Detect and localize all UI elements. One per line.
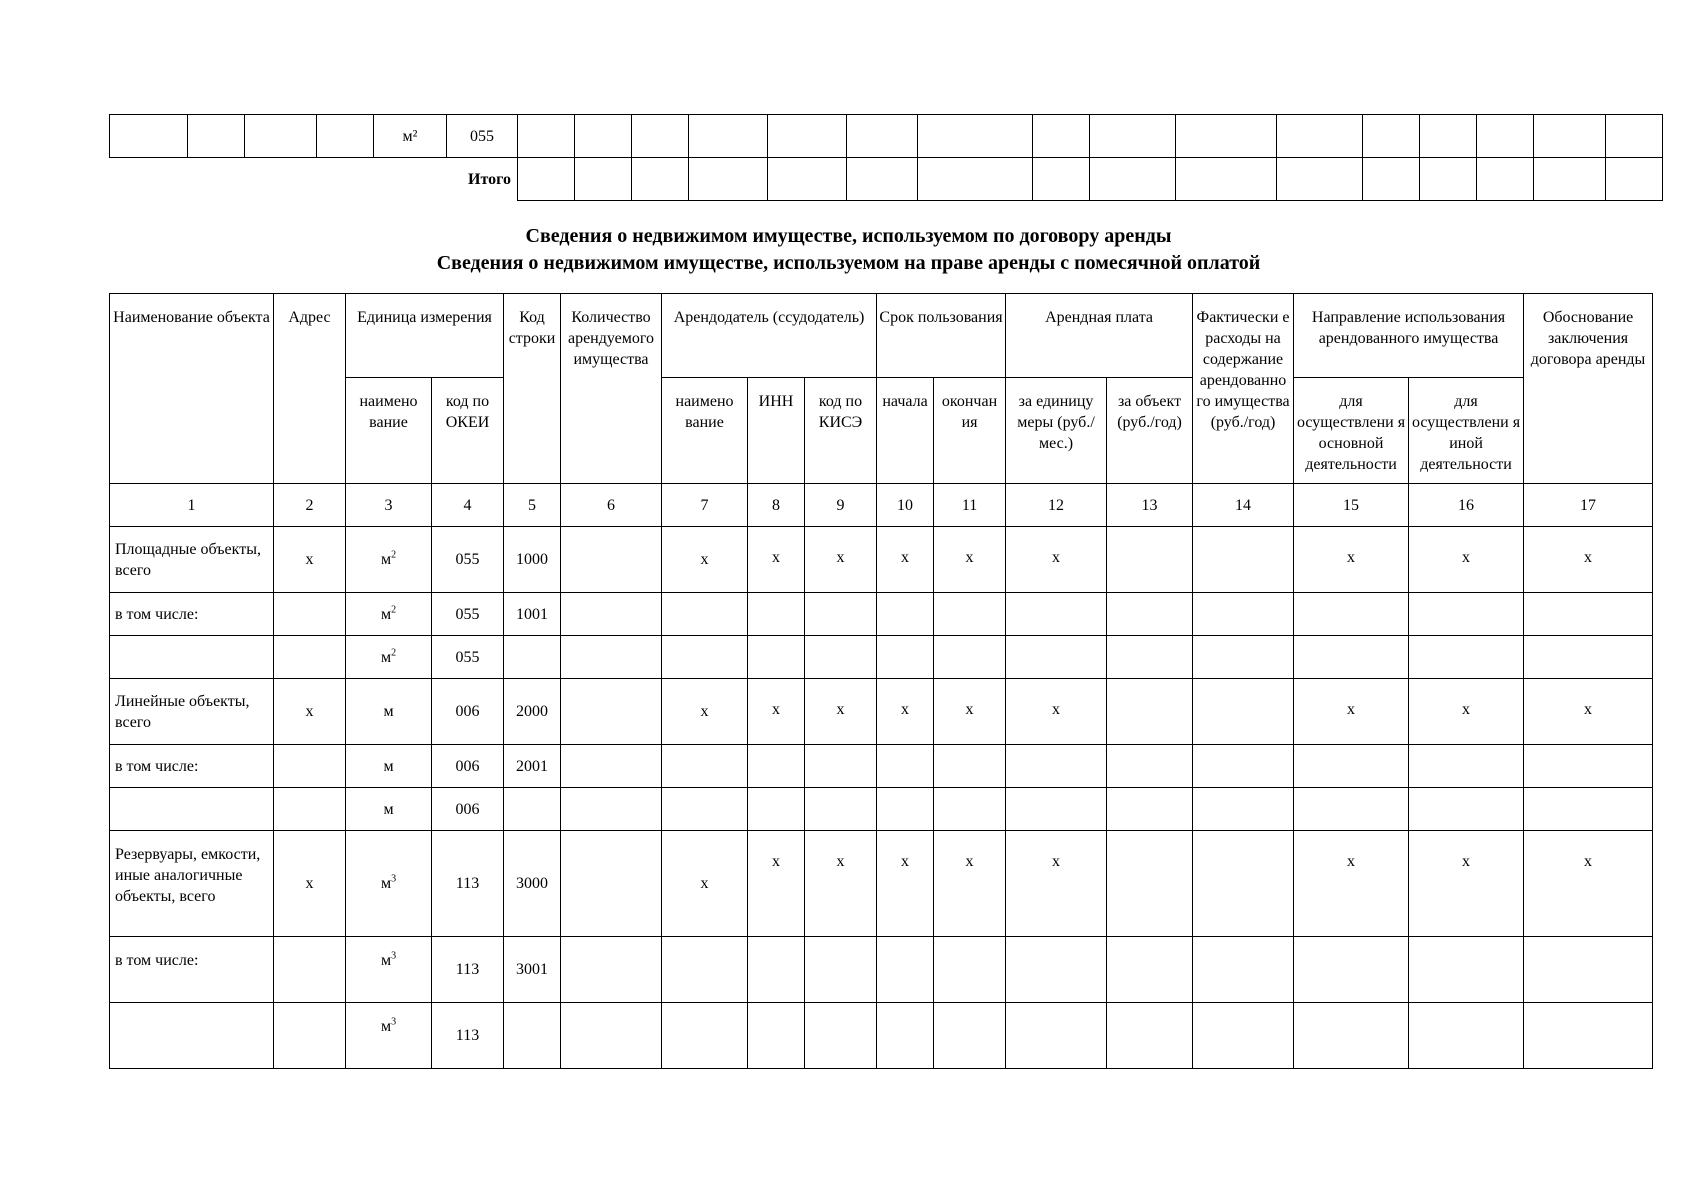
row-code: 2000 — [504, 679, 561, 745]
table-row — [110, 937, 1653, 1003]
column-number: 3 — [346, 484, 432, 527]
row-basis: х — [1524, 527, 1653, 593]
row-actual-costs — [1193, 831, 1294, 937]
row-unit: м — [346, 788, 432, 831]
col-header-usage-main: для осуществлени я основной деятельности — [1294, 378, 1409, 484]
col-header-lessor-name: наимено вание — [662, 378, 748, 484]
column-number: 15 — [1294, 484, 1409, 527]
row-okei: 055 — [432, 593, 504, 636]
row-unit: $м^2$ — [346, 636, 432, 679]
row-unit: $м^3$ — [346, 831, 432, 937]
col-header-unit-name: наимено вание — [346, 378, 432, 484]
column-number: 7 — [662, 484, 748, 527]
row-lessor-name: х — [662, 831, 748, 937]
row-usage-other: х — [1409, 527, 1524, 593]
table-row — [110, 527, 1653, 593]
row-name: в том числе: — [110, 937, 274, 1003]
row-basis: х — [1524, 679, 1653, 745]
col-header-quantity: Количество арендуемого имущества — [561, 294, 662, 484]
column-number: 17 — [1524, 484, 1653, 527]
row-usage-main: х — [1294, 831, 1409, 937]
row-code: 3001 — [504, 937, 561, 1003]
header-row — [110, 294, 1653, 378]
col-header-actual-costs: Фактически е расходы на содержание арендованно го имущества (руб./год) — [1193, 294, 1294, 484]
row-rent-per-object — [1107, 679, 1193, 745]
table-row — [110, 593, 1653, 636]
row-lessor-name: х — [662, 679, 748, 745]
row-basis: х — [1524, 831, 1653, 937]
table-row — [110, 745, 1653, 788]
row-code — [504, 788, 561, 831]
col-header-kise: код по КИСЭ — [805, 378, 877, 484]
col-header-rent-per-unit: за единицу меры (руб./мес.) — [1006, 378, 1107, 484]
row-actual-costs — [1193, 679, 1294, 745]
row-usage-main: х — [1294, 527, 1409, 593]
row-inn: х — [748, 831, 805, 937]
column-number: 11 — [934, 484, 1006, 527]
column-numbers-row — [110, 484, 1653, 527]
row-address: х — [274, 679, 346, 745]
row-address: х — [274, 831, 346, 937]
col-header-term-start: начала — [877, 378, 934, 484]
row-term-end: х — [934, 679, 1006, 745]
row-lessor-name: х — [662, 527, 748, 593]
row-name — [110, 1003, 274, 1069]
row-term-end: х — [934, 527, 1006, 593]
row-name: Линейные объекты, всего — [110, 679, 274, 745]
row-usage-other: х — [1409, 679, 1524, 745]
row-code: 3000 — [504, 831, 561, 937]
table-row — [110, 788, 1653, 831]
row-unit: м — [346, 679, 432, 745]
total-label: Итого — [468, 170, 511, 188]
col-header-inn: ИНН — [748, 378, 805, 484]
section-title: Сведения о недвижимом имуществе, используемом по договору аренды — [525, 225, 1172, 247]
row-code — [504, 636, 561, 679]
row-unit: $м^3$ — [346, 1003, 432, 1069]
column-number: 5 — [504, 484, 561, 527]
column-number: 9 — [805, 484, 877, 527]
row-kise: х — [805, 527, 877, 593]
row-quantity — [561, 831, 662, 937]
row-rent-per-object — [1107, 831, 1193, 937]
column-number: 16 — [1409, 484, 1524, 527]
column-number: 4 — [432, 484, 504, 527]
row-unit: $м^2$ — [346, 593, 432, 636]
lease-property-table — [109, 293, 1653, 1069]
table-row — [110, 115, 1663, 158]
table-row — [110, 636, 1653, 679]
col-header-unit: Единица измерения — [346, 294, 504, 378]
col-header-rent: Арендная плата — [1006, 294, 1193, 378]
col-header-row-code: Код строки — [504, 294, 561, 484]
okei-cell: 055 — [447, 115, 518, 158]
row-okei: 113 — [432, 1003, 504, 1069]
row-okei: 113 — [432, 937, 504, 1003]
section-titles — [0, 223, 1697, 277]
row-unit: $м^3$ — [346, 937, 432, 1003]
row-rent-per-object — [1107, 527, 1193, 593]
row-okei: 113 — [432, 831, 504, 937]
row-name: в том числе: — [110, 593, 274, 636]
row-okei: 006 — [432, 745, 504, 788]
row-rent-per-unit: х — [1006, 679, 1107, 745]
table-row — [110, 831, 1653, 937]
row-inn: х — [748, 527, 805, 593]
row-code: 1000 — [504, 527, 561, 593]
col-header-usage-direction: Направление использования арендованного имущества — [1294, 294, 1524, 378]
col-header-name: Наименование объекта — [110, 294, 274, 484]
table-row — [110, 679, 1653, 745]
row-address: х — [274, 527, 346, 593]
row-unit: $м^2$ — [346, 527, 432, 593]
column-number: 8 — [748, 484, 805, 527]
column-number: 10 — [877, 484, 934, 527]
col-header-term: Срок пользования — [877, 294, 1006, 378]
row-quantity — [561, 679, 662, 745]
column-number: 12 — [1006, 484, 1107, 527]
row-code: 2001 — [504, 745, 561, 788]
row-name: в том числе: — [110, 745, 274, 788]
row-unit: м — [346, 745, 432, 788]
col-header-usage-other: для осуществлени я иной деятельности — [1409, 378, 1524, 484]
row-name — [110, 788, 274, 831]
row-quantity — [561, 527, 662, 593]
row-name: Резервуары, емкости, иные аналогичные объекты, всего — [110, 831, 274, 937]
row-usage-other: х — [1409, 831, 1524, 937]
row-term-start: х — [877, 831, 934, 937]
row-okei: 006 — [432, 679, 504, 745]
column-number: 6 — [561, 484, 662, 527]
column-number: 1 — [110, 484, 274, 527]
column-number: 13 — [1107, 484, 1193, 527]
row-rent-per-unit: х — [1006, 831, 1107, 937]
col-header-basis: Обоснование заключения договора аренды — [1524, 294, 1653, 484]
column-number: 2 — [274, 484, 346, 527]
table-row — [110, 1003, 1653, 1069]
row-name — [110, 636, 274, 679]
row-rent-per-unit: х — [1006, 527, 1107, 593]
col-header-term-end: окончан ия — [934, 378, 1006, 484]
row-code — [504, 1003, 561, 1069]
col-header-rent-per-object: за объект (руб./год) — [1107, 378, 1193, 484]
row-term-start: х — [877, 527, 934, 593]
col-header-address: Адрес — [274, 294, 346, 484]
row-actual-costs — [1193, 527, 1294, 593]
row-inn: х — [748, 679, 805, 745]
col-header-lessor: Арендодатель (ссудодатель) — [662, 294, 877, 378]
row-name: Площадные объекты, всего — [110, 527, 274, 593]
column-number: 14 — [1193, 484, 1294, 527]
row-okei: 055 — [432, 636, 504, 679]
previous-table-fragment — [109, 114, 1663, 201]
section-subtitle: Сведения о недвижимом имуществе, используемом на праве аренды с помесячной оплатой — [436, 252, 1261, 274]
row-code: 1001 — [504, 593, 561, 636]
row-okei: 006 — [432, 788, 504, 831]
table-row — [110, 158, 1663, 201]
row-term-end: х — [934, 831, 1006, 937]
row-usage-main: х — [1294, 679, 1409, 745]
row-kise: х — [805, 679, 877, 745]
row-kise: х — [805, 831, 877, 937]
row-term-start: х — [877, 679, 934, 745]
unit-cell: м² — [374, 115, 447, 158]
col-header-unit-okei: код по ОКЕИ — [432, 378, 504, 484]
row-okei: 055 — [432, 527, 504, 593]
